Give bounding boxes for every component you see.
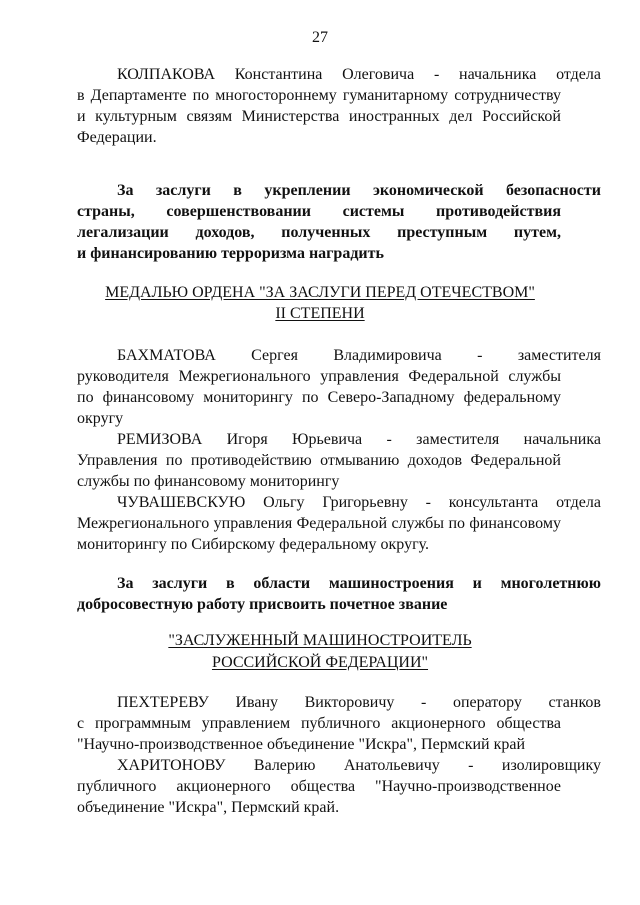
text-line <box>77 85 561 106</box>
word: Российской <box>482 108 561 125</box>
award-heading-2-line1 <box>0 630 640 652</box>
word: Федеральной <box>296 515 388 532</box>
word: связям <box>186 108 233 125</box>
word: финансовому <box>469 515 561 532</box>
text-line <box>77 222 561 243</box>
word: руководителя <box>77 368 169 385</box>
word: культурным <box>95 108 177 125</box>
word: по <box>77 389 94 406</box>
word: преступным <box>397 224 488 241</box>
word: оператору <box>452 694 522 711</box>
word: в <box>77 87 85 104</box>
word: За <box>117 182 134 199</box>
word: общества <box>290 778 356 795</box>
word: Федеральной <box>408 368 499 385</box>
word: - <box>468 757 474 774</box>
text-line <box>77 492 601 513</box>
word: службы <box>391 515 445 532</box>
text-line: округу <box>77 410 124 427</box>
word: управления <box>320 368 399 385</box>
text-line <box>77 755 601 776</box>
word: легализации <box>77 224 169 241</box>
award-title-continued: РОССИЙСКОЙ ФЕДЕРАЦИИ" <box>211 654 429 671</box>
text-line: объединение "Искра", Пермский край. <box>77 799 340 816</box>
word: противодействия <box>436 203 561 220</box>
word: Ольгу <box>263 494 305 511</box>
word: заслуги <box>152 575 208 592</box>
award-degree: II СТЕПЕНИ <box>275 305 365 322</box>
word: общества <box>496 715 561 732</box>
word: по <box>165 452 183 469</box>
text-line: службы по финансовому мониторингу <box>77 473 340 490</box>
word: Департаменте <box>90 87 187 104</box>
word: страны, <box>77 203 135 220</box>
word: и <box>472 575 482 592</box>
text-line <box>77 776 561 797</box>
text-line <box>77 180 601 201</box>
word: Анатольевичу <box>343 757 440 774</box>
word: Юрьевича <box>292 431 363 448</box>
word: РЕМИЗОВА <box>117 431 203 448</box>
word: по <box>192 87 210 104</box>
word: заместителя <box>416 431 500 448</box>
word: публичного <box>300 715 381 732</box>
word: финансовому <box>102 389 195 406</box>
word: многолетнюю <box>500 575 601 592</box>
text-line <box>77 345 601 366</box>
text-line <box>77 64 601 85</box>
word: - <box>421 694 427 711</box>
word: федеральному <box>463 389 561 406</box>
award-heading-1-line2 <box>0 303 640 325</box>
word: Игоря <box>226 431 268 448</box>
word: машиностроения <box>328 575 454 592</box>
word: и <box>77 108 86 125</box>
word: доходов, <box>195 224 255 241</box>
award-heading-1-line1 <box>0 282 640 304</box>
text-line <box>77 366 561 387</box>
word: по <box>301 389 319 406</box>
word: акционерного <box>176 778 271 795</box>
word: начальника <box>523 431 601 448</box>
text-line <box>77 201 561 222</box>
word: заслуги <box>155 182 211 199</box>
text-line: мониторингу по Сибирскому федеральному округу. <box>77 536 430 553</box>
word: Межрегионального <box>178 368 311 385</box>
award-heading-2-line2 <box>0 652 640 674</box>
word: Ивану <box>235 694 278 711</box>
word: Сергея <box>251 347 298 364</box>
word: начальника <box>459 66 537 83</box>
word: отдела <box>556 494 601 511</box>
word: доходов <box>407 452 463 469</box>
word: консультанта <box>448 494 539 511</box>
text-line <box>77 513 561 534</box>
word: программным <box>94 715 191 732</box>
word: Владимировича <box>333 347 442 364</box>
text-line <box>77 573 601 594</box>
word: гуманитарному <box>342 87 449 104</box>
word: Управления <box>77 452 158 469</box>
word: в <box>233 182 242 199</box>
word: в <box>225 575 235 592</box>
word: "Научно-производственное <box>375 778 561 795</box>
word: противодействию <box>190 452 312 469</box>
word: укреплении <box>264 182 351 199</box>
word: ХАРИТОНОВУ <box>117 757 226 774</box>
word: дел <box>449 108 473 125</box>
word: полученных <box>281 224 371 241</box>
word: - <box>477 347 483 364</box>
word: изолировщику <box>501 757 601 774</box>
word: многостороннему <box>215 87 337 104</box>
text-line <box>77 450 561 471</box>
page-number: 27 <box>312 29 328 46</box>
text-line: добросовестную работу присвоить почетное звание <box>77 596 448 613</box>
word: Северо-Западному <box>327 389 455 406</box>
word: Валерию <box>253 757 316 774</box>
word: управления <box>213 515 293 532</box>
word: отмыванию <box>320 452 400 469</box>
word: с <box>77 715 85 732</box>
word: станков <box>548 694 601 711</box>
text-line <box>77 429 601 450</box>
word: путем, <box>513 224 561 241</box>
text-line: и финансированию терроризма наградить <box>77 245 384 262</box>
word: системы <box>342 203 405 220</box>
text-line <box>77 387 561 408</box>
word: сотрудничеству <box>454 87 561 104</box>
word: ПЕХТЕРЕВУ <box>117 694 209 711</box>
word: области <box>253 575 311 592</box>
word: по <box>448 515 466 532</box>
word: безопасности <box>505 182 601 199</box>
word: Министерства <box>241 108 340 125</box>
word: совершенствовании <box>166 203 311 220</box>
word: КОЛПАКОВА <box>117 66 216 83</box>
word: - <box>433 66 440 83</box>
word: службы <box>508 368 561 385</box>
text-line: Федерации. <box>77 129 157 146</box>
word: - <box>425 494 431 511</box>
word: Викторовичу <box>304 694 395 711</box>
text-line <box>77 692 601 713</box>
word: иностранных <box>348 108 440 125</box>
word: Константина <box>234 66 323 83</box>
text-line <box>77 713 561 734</box>
word: ЧУВАШЕВСКУЮ <box>117 494 246 511</box>
word: отдела <box>556 66 601 83</box>
word: заместителя <box>517 347 601 364</box>
word: - <box>386 431 392 448</box>
word: За <box>117 575 134 592</box>
word: управлением <box>201 715 291 732</box>
text-line: "Научно-производственное объединение "Искра", Пермский край <box>77 736 526 753</box>
award-title: "ЗАСЛУЖЕННЫЙ МАШИНОСТРОИТЕЛЬ <box>168 632 472 649</box>
word: Григорьевну <box>322 494 408 511</box>
word: Олеговича <box>342 66 415 83</box>
word: публичного <box>77 778 157 795</box>
word: Межрегионального <box>77 515 210 532</box>
word: Федеральной <box>470 452 561 469</box>
award-title: МЕДАЛЬЮ ОРДЕНА "ЗА ЗАСЛУГИ ПЕРЕД ОТЕЧЕСТВОМ" <box>105 284 535 301</box>
text-line <box>77 106 561 127</box>
word: акционерного <box>391 715 486 732</box>
word: экономической <box>372 182 484 199</box>
word: БАХМАТОВА <box>117 347 216 364</box>
word: мониторингу <box>203 389 293 406</box>
